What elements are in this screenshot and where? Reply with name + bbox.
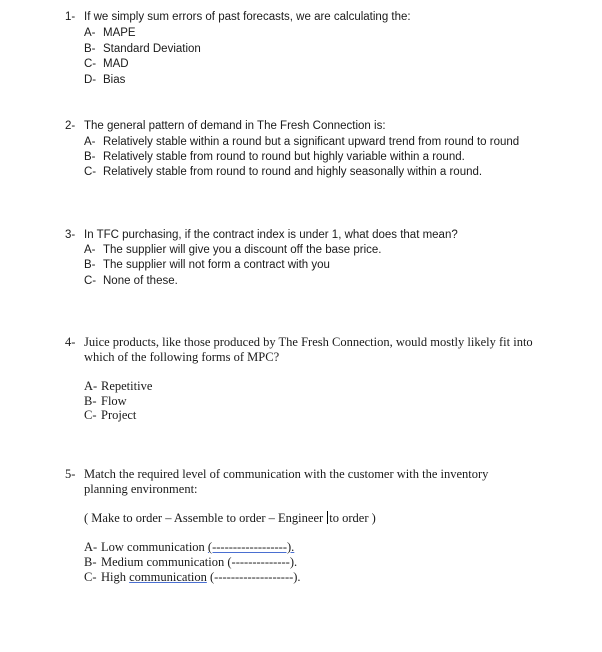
question-stem: If we simply sum errors of past forecasts, we are calculating the: <box>84 11 411 23</box>
option-text: Relatively stable from round to round and highly seasonally within a round. <box>103 166 483 178</box>
question-stem-line-1: Juice products, like those produced by The Fresh Connection, would mostly likely fit into <box>84 335 533 349</box>
option-text: Project <box>101 408 137 422</box>
option-text: MAPE <box>103 27 136 39</box>
option-label-underlined: communication <box>129 570 207 584</box>
option-letter: A- <box>84 379 98 393</box>
option-letter: B- <box>84 259 96 271</box>
answer-blank[interactable]: (------------------). <box>207 540 295 554</box>
choices-text-after: to order ) <box>329 511 376 525</box>
question-stem-line-2: planning environment: <box>84 482 198 496</box>
option-label: Low communication <box>101 540 208 554</box>
option-letter: B- <box>84 555 97 569</box>
option-letter: A- <box>84 27 96 39</box>
option-text: The supplier will give you a discount off the base price. <box>103 244 382 256</box>
option-letter: C- <box>84 166 97 178</box>
question-stem-line-2: which of the following forms of MPC? <box>84 350 280 364</box>
option-text: The supplier will not form a contract with you <box>103 259 330 271</box>
option-letter: D- <box>84 74 97 86</box>
option-letter: C- <box>84 408 97 422</box>
option-text <box>101 540 294 555</box>
option-text: Relatively stable within a round but a significant upward trend from round to round <box>103 136 520 148</box>
option-letter: B- <box>84 394 97 408</box>
option-text <box>101 555 297 570</box>
option-text: Standard Deviation <box>103 43 201 55</box>
option-label: Medium communication <box>101 555 228 569</box>
question-stem-line-1: Match the required level of communication with the customer with the inventory <box>84 467 489 481</box>
option-text: Flow <box>101 394 127 408</box>
question-number: 3- <box>65 229 76 241</box>
question-number: 2- <box>65 120 76 132</box>
option-text: Repetitive <box>101 379 153 393</box>
option-letter: A- <box>84 136 96 148</box>
option-letter: C- <box>84 570 97 584</box>
environment-choices <box>84 511 376 526</box>
option-letter: A- <box>84 540 98 554</box>
option-text: Bias <box>103 74 126 86</box>
question-number: 5- <box>65 467 76 481</box>
option-label: High <box>101 570 130 584</box>
question-number: 1- <box>65 11 76 23</box>
option-letter: B- <box>84 151 96 163</box>
option-text: None of these. <box>103 275 178 287</box>
option-letter: C- <box>84 275 97 287</box>
answer-blank[interactable]: (-------------------). <box>206 570 301 584</box>
choices-text-before: ( Make to order – Assemble to order – Engineer <box>84 511 327 525</box>
option-letter: B- <box>84 43 96 55</box>
question-number: 4- <box>65 335 76 349</box>
option-text: MAD <box>103 58 129 70</box>
answer-blank[interactable]: (--------------). <box>227 555 298 569</box>
question-stem: In TFC purchasing, if the contract index is under 1, what does that mean? <box>84 229 458 241</box>
option-letter: A- <box>84 244 96 256</box>
option-text: Relatively stable from round to round but highly variable within a round. <box>103 151 465 163</box>
question-stem: The general pattern of demand in The Fresh Connection is: <box>84 120 386 132</box>
option-letter: C- <box>84 58 97 70</box>
option-text <box>101 570 301 585</box>
